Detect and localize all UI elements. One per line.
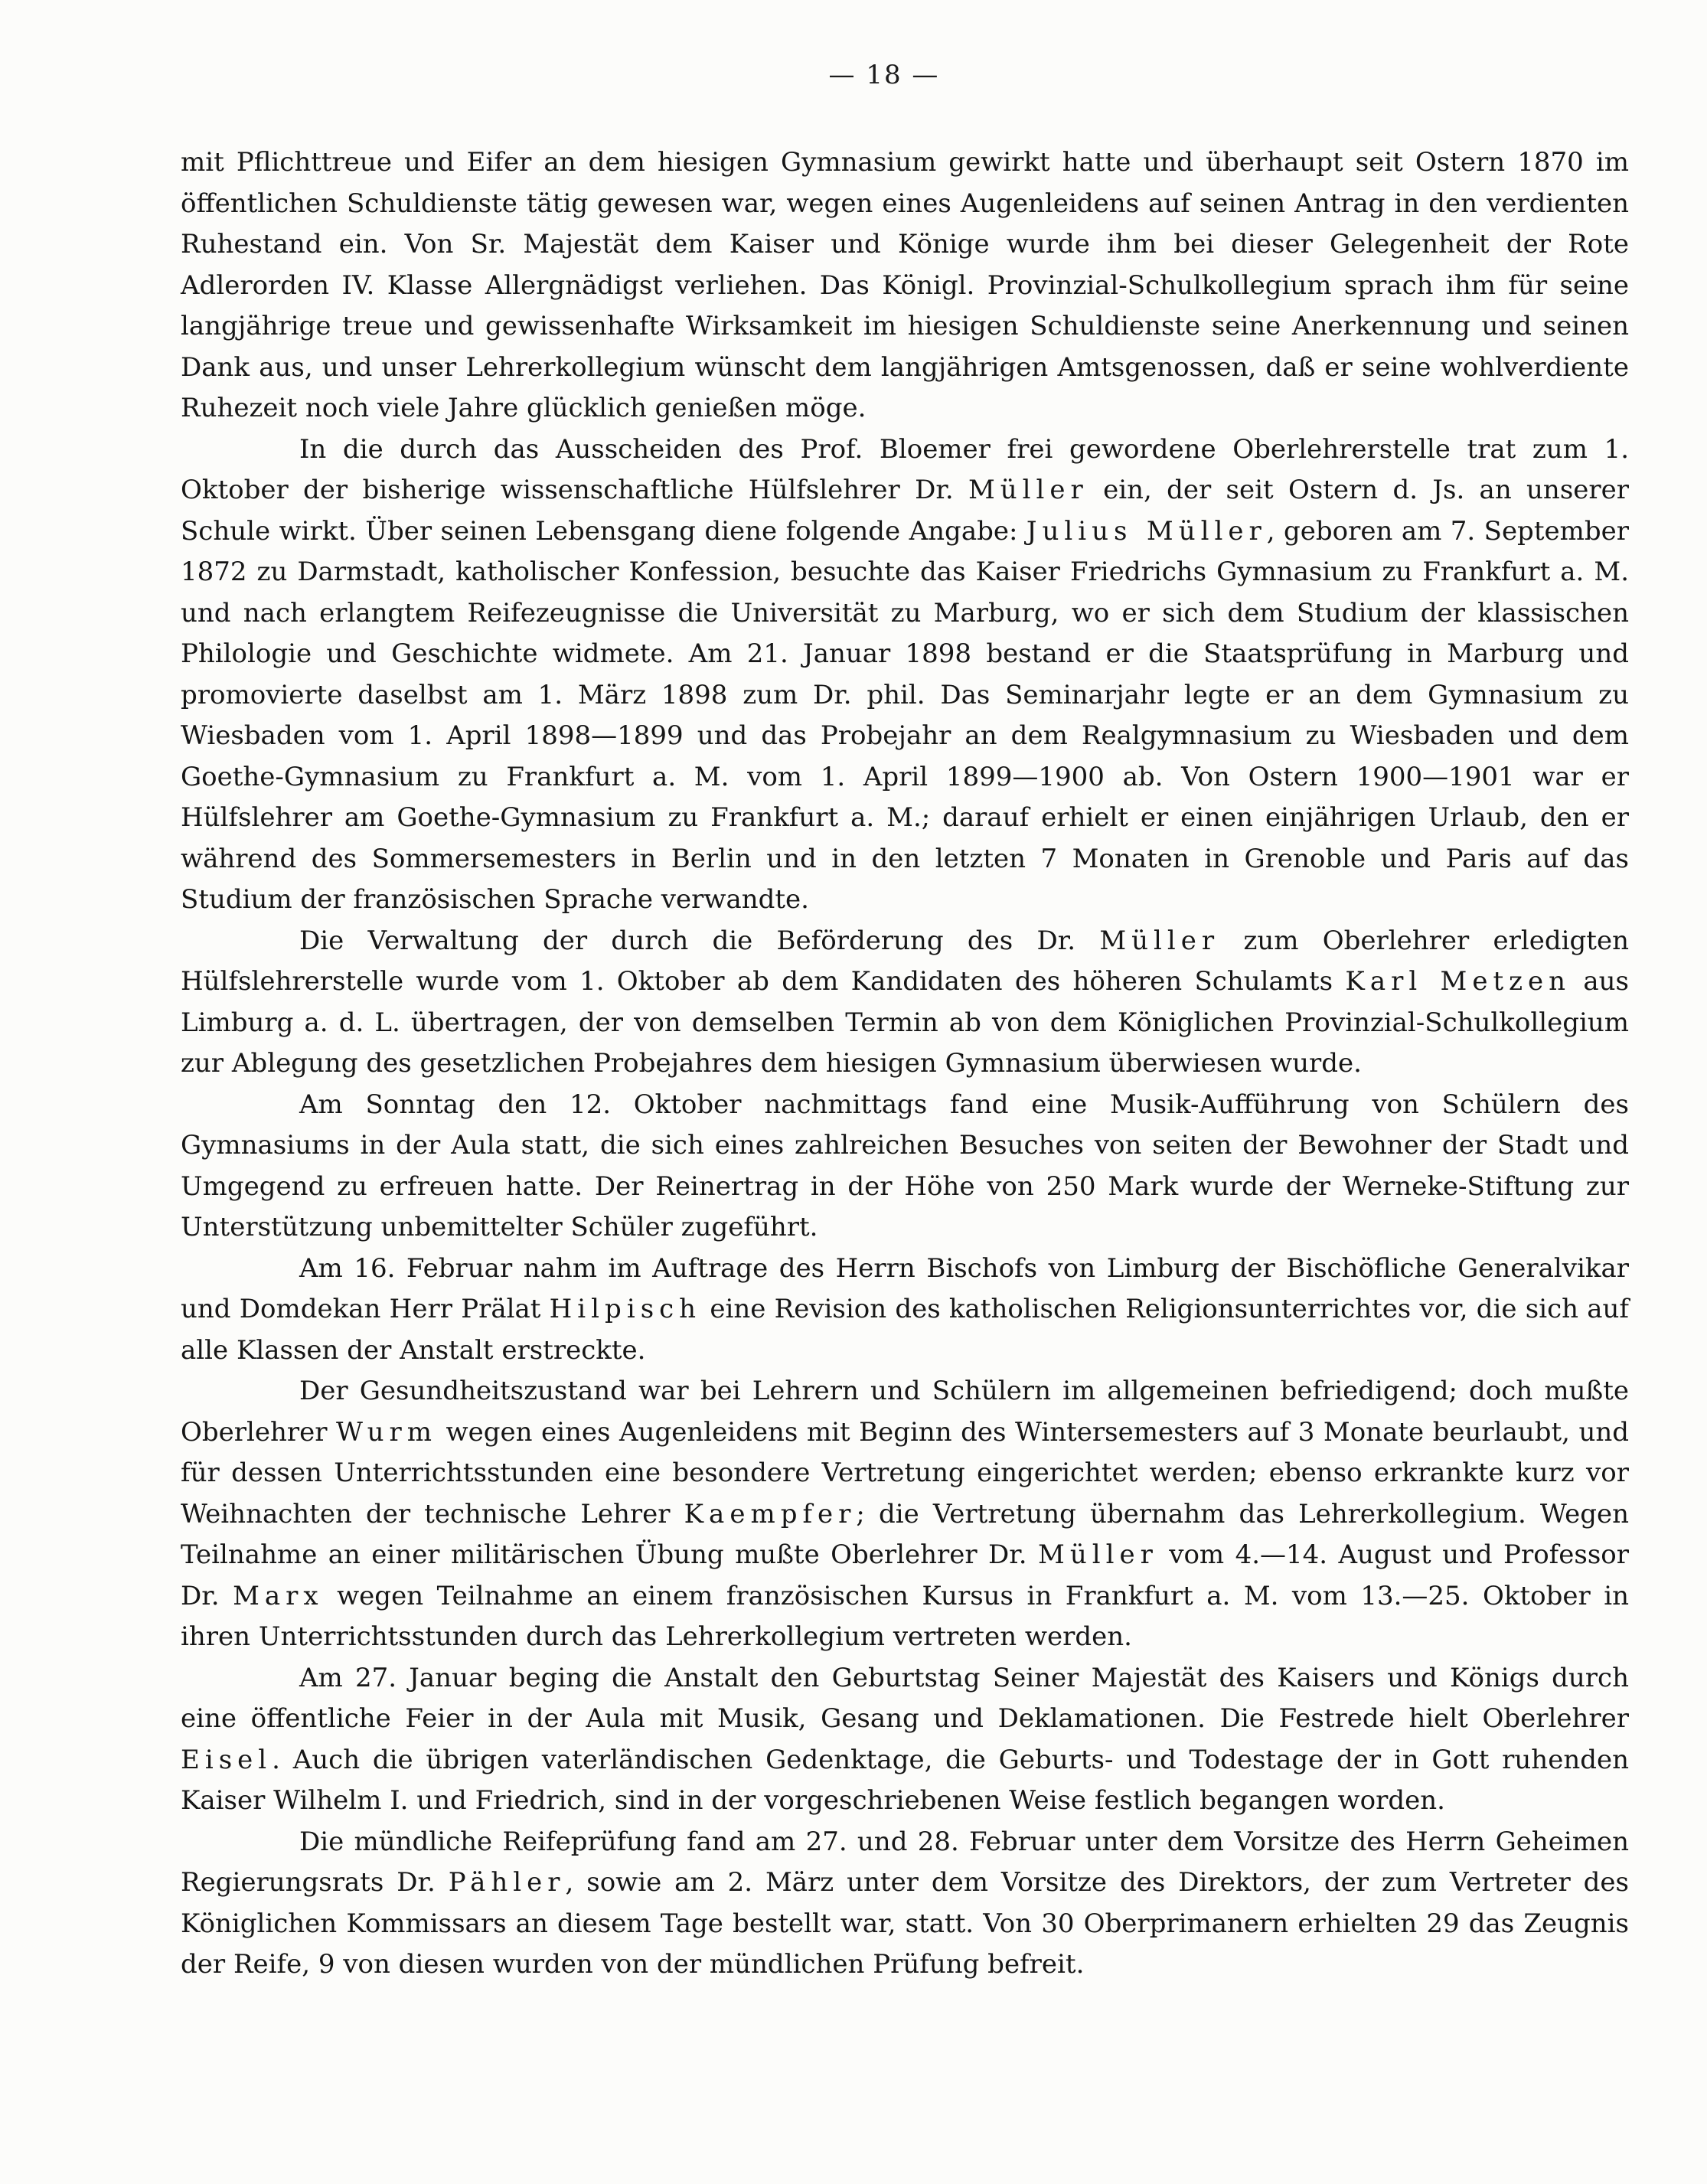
paragraph-metzen	[181, 921, 1629, 1085]
spaced-name: Müller	[1099, 925, 1220, 956]
paragraph-text: ; die Vertretung übernahm das Lehrerkollegium. Wegen Teilnahme an einer militärischen Übung mußte Oberlehrer Dr.	[181, 1498, 1630, 1570]
spaced-name: Müller	[968, 475, 1088, 505]
paragraph-emperor-birthday	[181, 1658, 1629, 1822]
paragraph-text: zum Oberlehrer erledigten Hülfslehrerstelle wurde vom 1. Oktober ab dem Kandidaten des höheren Schulamts	[181, 925, 1629, 997]
paragraph-text: wegen Teilnahme an einem französischen Kursus in Frankfurt a. M. vom 13.—25. Oktober in ihren Unterrichtsstunden durch das Lehrerkollegium vertreten werden.	[181, 1580, 1629, 1652]
spaced-name: Eisel	[181, 1744, 273, 1775]
paragraph-text: eine Revision des katholischen Religionsunterrichtes vor, die sich auf alle Klassen der Anstalt erstreckte.	[181, 1294, 1630, 1366]
paragraph-text: , geboren am 7. September 1872 zu Darmstadt, katholischer Konfession, besuchte das Kaiser Friedrichs Gymnasium zu Frankfurt a. M. und nach erlangtem Reifezeugnisse die Universität zu Marburg, wo er sich dem Studium der klassischen Philologie und Geschichte widmete. Am 21. Januar 1898 bestand er die Staatsprüfung in Marburg und promovierte daselbst am 1. März 1898 zum Dr. phil. Das Seminarjahr legte er an dem Gymnasium zu Wiesbaden vom 1. April 1898—1899 und das Probejahr an dem Realgymnasium zu Wiesbaden und dem Goethe-Gymnasium zu Frankfurt a. M. vom 1. April 1899—1900 ab. Von Ostern 1900—1901 war er Hülfslehrer am Goethe-Gymnasium zu Frankfurt a. M.; darauf erhielt er einen einjährigen Urlaub, den er während des Sommersemesters in Berlin und in den letzten 7 Monaten in Grenoble und Paris auf das Studium der französischen Sprache verwandte.	[181, 515, 1629, 915]
paragraph-concert	[181, 1085, 1629, 1249]
paragraph-text: Die Verwaltung der durch die Beförderung des Dr.	[299, 925, 1100, 956]
paragraph-mueller-appointment	[181, 429, 1629, 921]
paragraph-text: In die durch das Ausscheiden des Prof. Bloemer frei gewordene Oberlehrerstelle trat zum 1. Oktober der bisherige wissenschaftliche Hülfslehrer Dr.	[181, 433, 1629, 505]
paragraph-text: ein, der seit Ostern d. Js. an unserer Schule wirkt. Über seinen Lebensgang diene folgende Angabe:	[181, 475, 1630, 547]
spaced-name: Wurm	[336, 1416, 438, 1448]
paragraph-text: Die mündliche Reifeprüfung fand am 27. und 28. Februar unter dem Vorsitze des Herrn Geheimen Regierungsrats Dr.	[181, 1826, 1629, 1898]
spaced-name: Pähler	[448, 1867, 566, 1898]
paragraph-text: Am Sonntag den 12. Oktober nachmittags fand eine Musik-Aufführung von Schülern des Gymnasiums in der Aula statt, die sich eines zahlreichen Besuches von seiten der Bewohner der Stadt und Umgegend zu erfreuen hatte. Der Reinertrag in der Höhe von 250 Mark wurde der Werneke-Stiftung zur Unterstützung unbemittelter Schüler zugeführt.	[181, 1089, 1629, 1242]
paragraph-revision	[181, 1249, 1629, 1372]
spaced-name: Müller	[1038, 1539, 1158, 1570]
paragraph-text: Am 16. Februar nahm im Auftrage des Herrn Bischofs von Limburg der Bischöfliche Generalvikar und Domdekan Herr Prälat	[181, 1252, 1629, 1324]
paragraph-final-exam	[181, 1822, 1629, 1986]
paragraph-text: Am 27. Januar beging die Anstalt den Geburtstag Seiner Majestät des Kaisers und Königs durch eine öffentliche Feier in der Aula mit Musik, Gesang und Deklamationen. Die Festrede hielt Oberlehrer	[181, 1662, 1629, 1734]
spaced-name: Kaempfer	[684, 1498, 857, 1529]
paragraph-text: mit Pflichttreue und Eifer an dem hiesigen Gymnasium gewirkt hatte und überhaupt seit Ostern 1870 im öffentlichen Schuldienste tätig gewesen war, wegen eines Augenleidens auf seinen Antrag in den verdienten Ruhestand ein. Von Sr. Majestät dem Kaiser und Könige wurde ihm bei dieser Gelegenheit der Rote Adlerorden IV. Klasse Allergnädigst verliehen. Das Königl. Provinzial-Schulkollegium sprach ihm für seine langjährige treue und gewissenhafte Wirksamkeit im hiesigen Schuldienste seine Anerkennung und seinen Dank aus, und unser Lehrerkollegium wünscht dem langjährigen Amtsgenossen, daß er seine wohlverdiente Ruhezeit noch viele Jahre glücklich genießen möge.	[181, 147, 1629, 423]
paragraph-text: . Auch die übrigen vaterländischen Gedenktage, die Geburts- und Todestage der in Gott ruhenden Kaiser Wilhelm I. und Friedrich, sind in der vorgeschriebenen Weise festlich begangen worden.	[181, 1744, 1629, 1816]
paragraph-continuation	[181, 142, 1629, 429]
paragraph-health	[181, 1371, 1629, 1658]
paragraph-text: , sowie am 2. März unter dem Vorsitze des Direktors, der zum Vertreter des Königlichen Kommissars an diesem Tage bestellt war, statt. Von 30 Oberprimanern erhielten 29 das Zeugnis der Reife, 9 von diesen wurden von der mündlichen Prüfung befreit.	[181, 1867, 1629, 1980]
spaced-name: Karl Metzen	[1345, 966, 1572, 997]
spaced-name: Marx	[233, 1580, 324, 1611]
paragraph-text: Der Gesundheitszustand war bei Lehrern und Schülern im allgemeinen befriedigend; doch mußte Oberlehrer	[181, 1376, 1629, 1448]
paragraph-text: aus Limburg a. d. L. übertragen, der von demselben Termin ab von dem Königlichen Provinzial-Schulkollegium zur Ablegung des gesetzlichen Probejahres dem hiesigen Gymnasium überwiesen wurde.	[181, 966, 1629, 1079]
spaced-name: Hilpisch	[549, 1294, 702, 1324]
paragraph-text: vom 4.—14. August und Professor Dr.	[181, 1539, 1629, 1611]
page-number: — 18 —	[828, 60, 940, 90]
paragraph-text: wegen eines Augenleidens mit Beginn des Wintersemesters auf 3 Monate beurlaubt, und für dessen Unterrichtsstunden eine besondere Vertretung eingerichtet werden; ebenso erkrankte kurz vor Weihnachten der technische Lehrer	[181, 1416, 1629, 1529]
spaced-name: Julius Müller	[1026, 515, 1267, 547]
body-text	[181, 142, 1629, 1986]
